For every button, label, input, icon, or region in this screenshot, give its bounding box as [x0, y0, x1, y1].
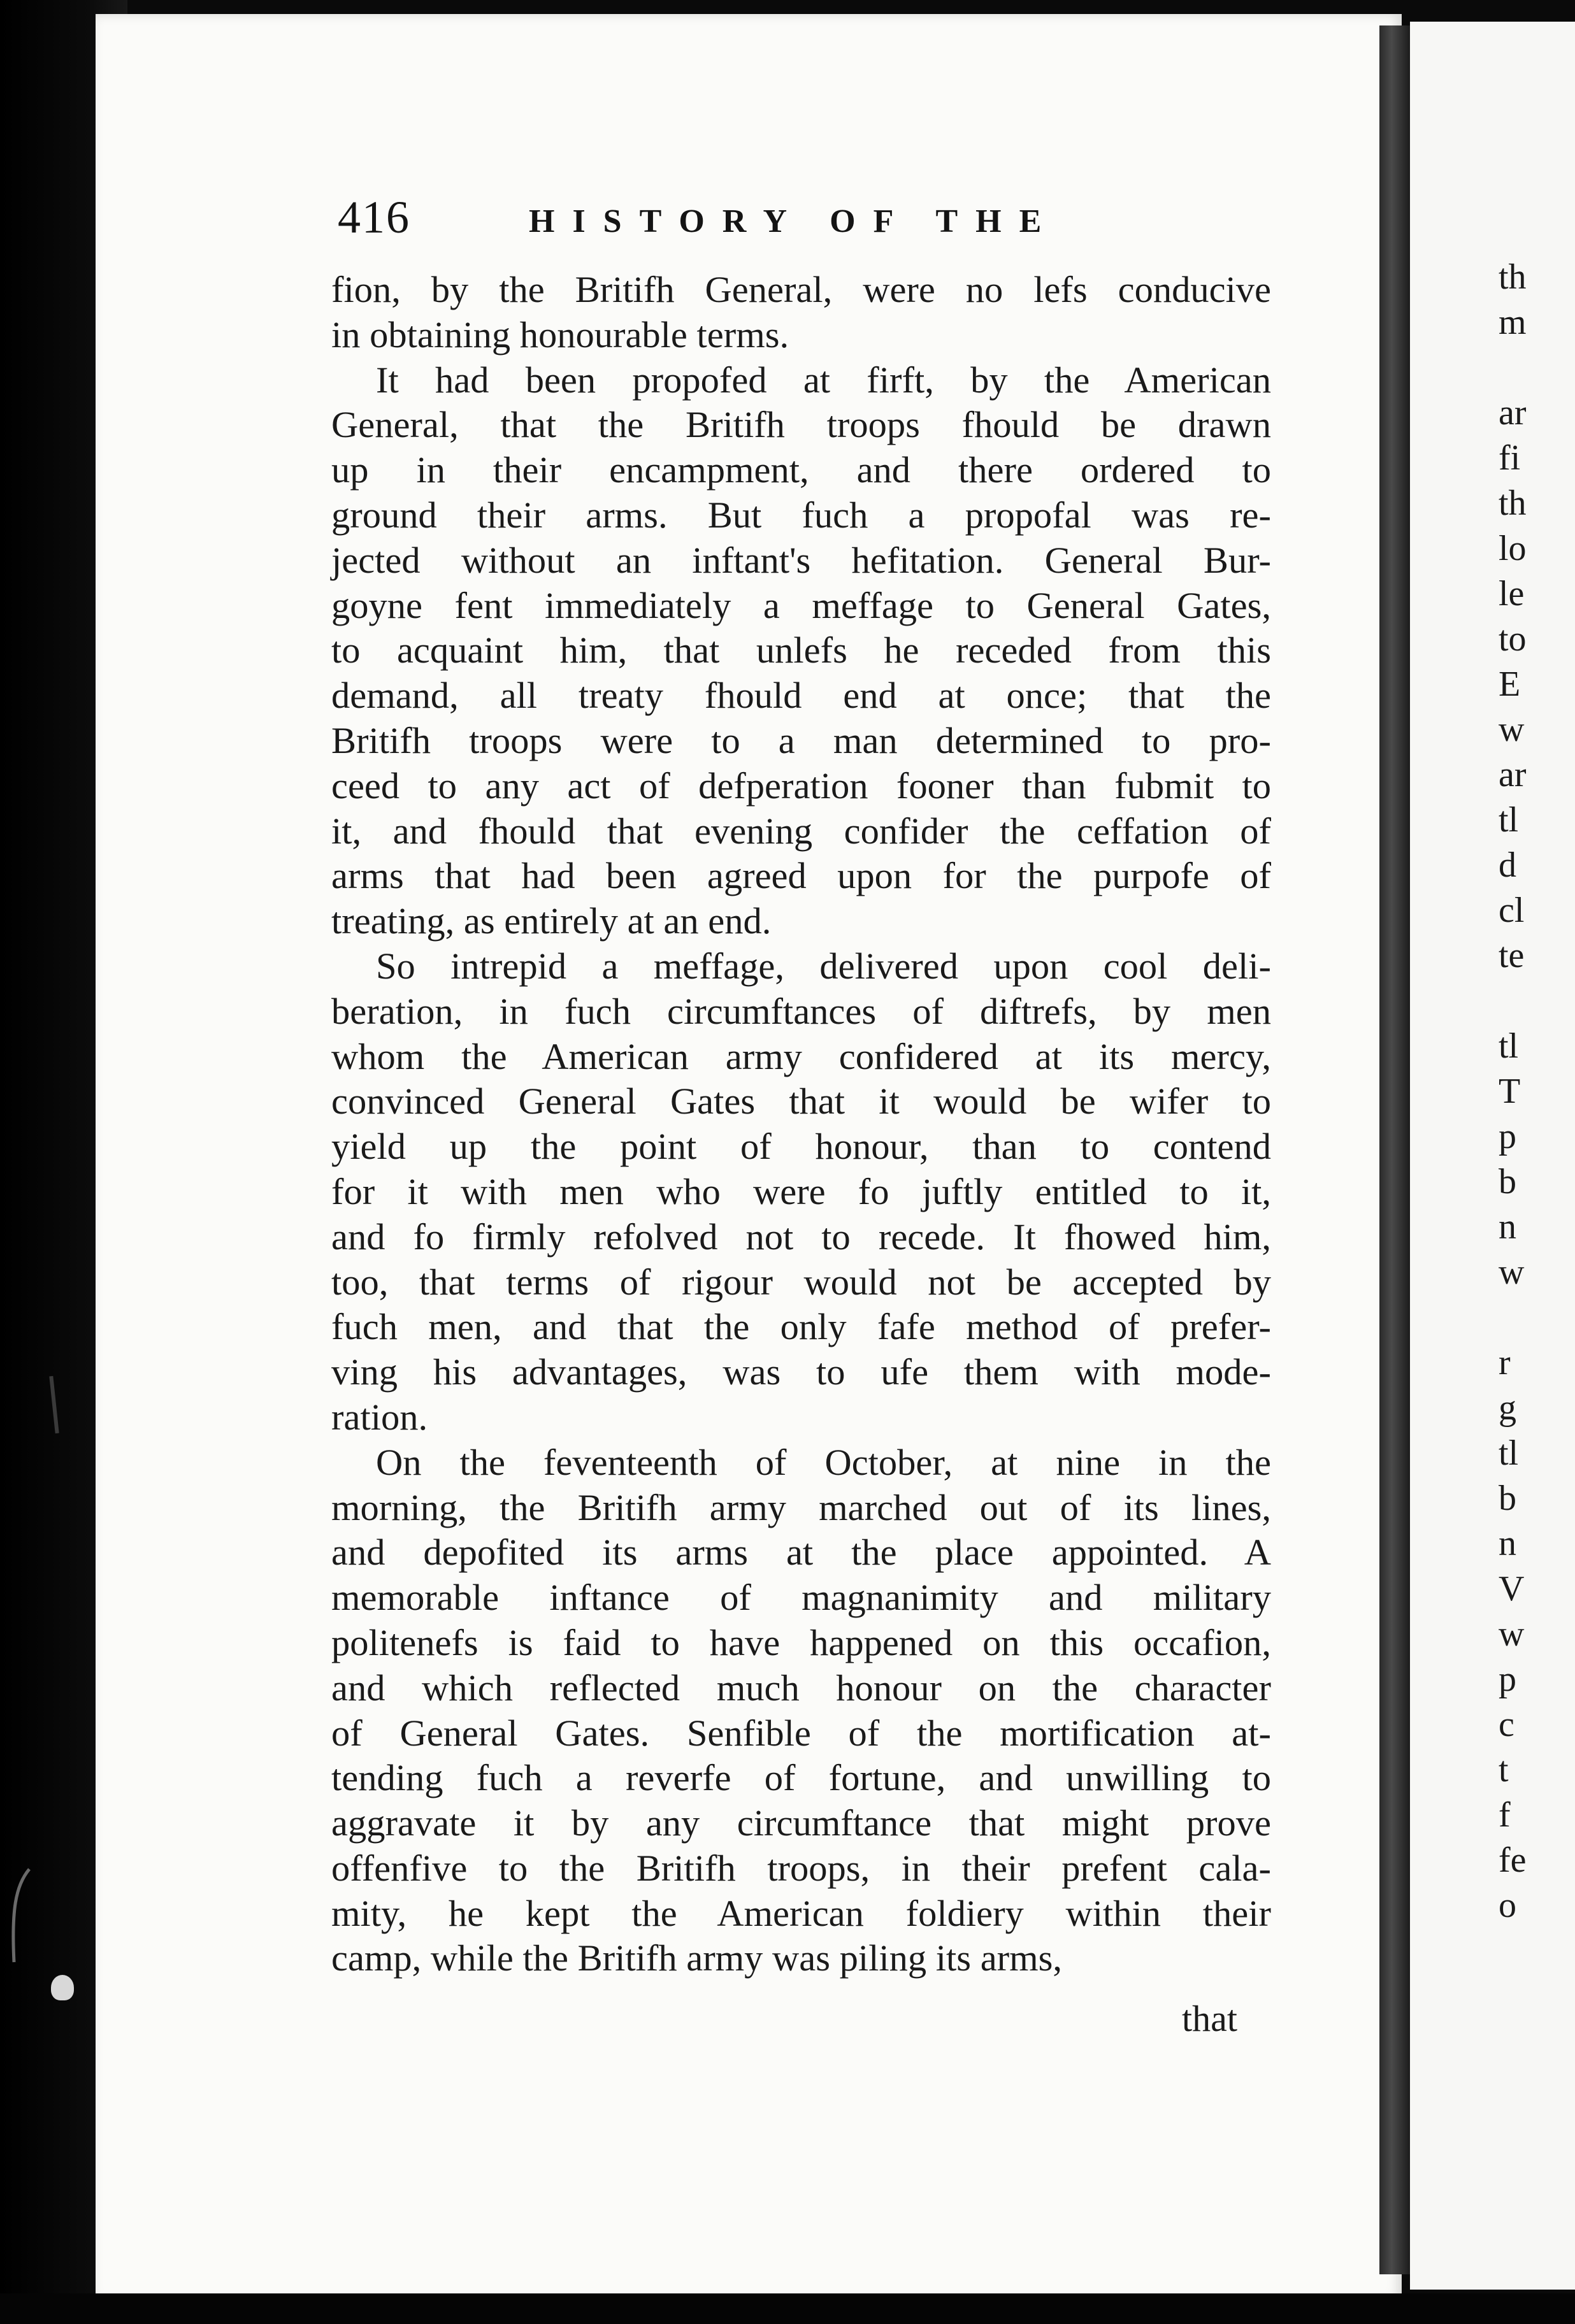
- paragraph: [331, 1440, 1271, 1982]
- facing-page-fragment: le: [1499, 574, 1525, 613]
- facing-page-fragment: [1499, 345, 1575, 391]
- facing-page-fragment: ar: [1499, 755, 1527, 794]
- text-line: ving his advantages, was to ufe them with mode-: [331, 1351, 1271, 1393]
- text-line: too, that terms of rigour would not be accepted by: [331, 1261, 1271, 1303]
- text-line: ration.: [331, 1396, 428, 1438]
- book-gutter: [1379, 25, 1410, 2274]
- text-line: politenefs is faid to have happened on this occafion,: [331, 1621, 1271, 1663]
- text-line: and depofited its arms at the place appointed. A: [331, 1531, 1271, 1574]
- margin-mark: [8, 1867, 33, 1969]
- facing-page-fragment: f: [1499, 1795, 1511, 1835]
- paragraph: [331, 358, 1271, 944]
- facing-page-fragment: lo: [1499, 529, 1527, 568]
- facing-page-fragment: tl: [1499, 1026, 1519, 1066]
- text-line: goyne fent immediately a meffage to General Gates,: [331, 584, 1271, 626]
- text-line: ground their arms. But fuch a propofal was re-: [331, 494, 1271, 536]
- margin-blot: [51, 1975, 74, 2000]
- facing-page-fragment: w: [1499, 1252, 1525, 1292]
- text-line: to acquaint him, that unlefs he receded from this: [331, 629, 1271, 671]
- text-line: fuch men, and that the only fafe method of prefer-: [331, 1306, 1271, 1348]
- facing-page-fragment: ar: [1499, 393, 1527, 433]
- text-line: for it with men who were fo juftly entitled to it,: [331, 1170, 1271, 1212]
- facing-page-fragment: p: [1499, 1660, 1516, 1699]
- catchword: that: [1182, 1998, 1237, 2039]
- facing-page-fragment: m: [1499, 303, 1527, 342]
- facing-page-fragment: n: [1499, 1524, 1516, 1563]
- text-line: So intrepid a meffage, delivered upon cool deli-: [376, 945, 1271, 987]
- facing-page-fragment: d: [1499, 845, 1516, 885]
- facing-page-fragment: b: [1499, 1479, 1516, 1518]
- facing-page-fragment: V: [1499, 1569, 1525, 1609]
- page-number: 416: [338, 192, 410, 243]
- facing-page-fragment: t: [1499, 1750, 1509, 1790]
- facing-page-fragment: th: [1499, 484, 1527, 523]
- text-line: morning, the Britifh army marched out of its lines,: [331, 1486, 1271, 1528]
- text-line: ceed to any act of defperation fooner than fubmit to: [331, 764, 1271, 807]
- paragraph: [331, 944, 1271, 1440]
- running-title: HISTORY OF THE: [529, 203, 1060, 240]
- text-line: of General Gates. Senfible of the mortification at-: [331, 1712, 1271, 1754]
- facing-page-fragment: te: [1499, 936, 1525, 975]
- text-line: aggravate it by any circumftance that might prove: [331, 1802, 1271, 1844]
- paragraph: [331, 268, 1271, 358]
- facing-page-fragment: fe: [1499, 1840, 1527, 1880]
- text-line: On the feventeenth of October, at nine in the: [376, 1441, 1271, 1483]
- text-line: and fo firmly refolved not to recede. It fhowed him,: [331, 1216, 1271, 1258]
- facing-page-fragment: r: [1499, 1343, 1511, 1382]
- text-line: and which reflected much honour on the character: [331, 1667, 1271, 1709]
- text-line: fion, by the Britifh General, were no lefs conducive: [331, 269, 1271, 310]
- text-line: beration, in fuch circumftances of diftrefs, by men: [331, 990, 1271, 1032]
- text-line: convinced General Gates that it would be wifer to: [331, 1080, 1271, 1123]
- text-line: It had been propofed at firft, by the American: [376, 359, 1271, 401]
- facing-page-fragment: w: [1499, 710, 1525, 749]
- text-line: demand, all treaty fhould end at once; that the: [331, 675, 1271, 717]
- scan-bottom-edge: [0, 2293, 1575, 2324]
- text-line: up in their encampment, and there ordered to: [331, 449, 1271, 491]
- facing-page-fragment: o: [1499, 1886, 1516, 1925]
- facing-page-fragment: th: [1499, 257, 1527, 297]
- text-line: arms that had been agreed upon for the purpofe of: [331, 855, 1271, 897]
- text-line: in obtaining honourable terms.: [331, 313, 789, 355]
- facing-page-fragment: to: [1499, 619, 1527, 659]
- text-line: memorable inftance of magnanimity and military: [331, 1577, 1271, 1619]
- facing-page-fragment: g: [1499, 1388, 1516, 1428]
- facing-page-fragment: fi: [1499, 438, 1521, 478]
- facing-page-fragment: b: [1499, 1162, 1516, 1201]
- text-line: whom the American army confidered at its mercy,: [331, 1035, 1271, 1077]
- text-line: Britifh troops were to a man determined to pro-: [331, 719, 1271, 761]
- facing-page-text: [1499, 255, 1575, 1928]
- text-line: yield up the point of honour, than to contend: [331, 1126, 1271, 1168]
- text-line: camp, while the Britifh army was piling its arms,: [331, 1937, 1063, 1979]
- facing-page-fragment: E: [1499, 664, 1521, 704]
- facing-page-fragment: [1499, 979, 1575, 1024]
- text-line: mity, he kept the American foldiery within their: [331, 1892, 1271, 1934]
- text-line: it, and fhould that evening confider the ceffation of: [331, 810, 1271, 852]
- text-line: General, that the Britifh troops fhould be drawn: [331, 404, 1271, 446]
- body-text: [331, 268, 1271, 1981]
- facing-page-fragment: cl: [1499, 891, 1525, 930]
- facing-page-fragment: [1499, 1295, 1575, 1340]
- facing-page-fragment: p: [1499, 1117, 1516, 1156]
- text-line: tending fuch a reverfe of fortune, and unwilling to: [331, 1757, 1271, 1799]
- facing-page-fragment: tl: [1499, 1433, 1519, 1473]
- facing-page-fragment: w: [1499, 1614, 1525, 1654]
- text-line: treating, as entirely at an end.: [331, 900, 772, 942]
- facing-page-fragment: c: [1499, 1705, 1514, 1744]
- facing-page-fragment: T: [1499, 1072, 1521, 1111]
- text-line: offenfive to the Britifh troops, in their prefent cala-: [331, 1847, 1271, 1889]
- facing-page-fragment: tl: [1499, 800, 1519, 840]
- text-line: jected without an inftant's hefitation. General Bur-: [331, 539, 1271, 581]
- facing-page-fragment: n: [1499, 1207, 1516, 1247]
- running-head: [338, 191, 1293, 261]
